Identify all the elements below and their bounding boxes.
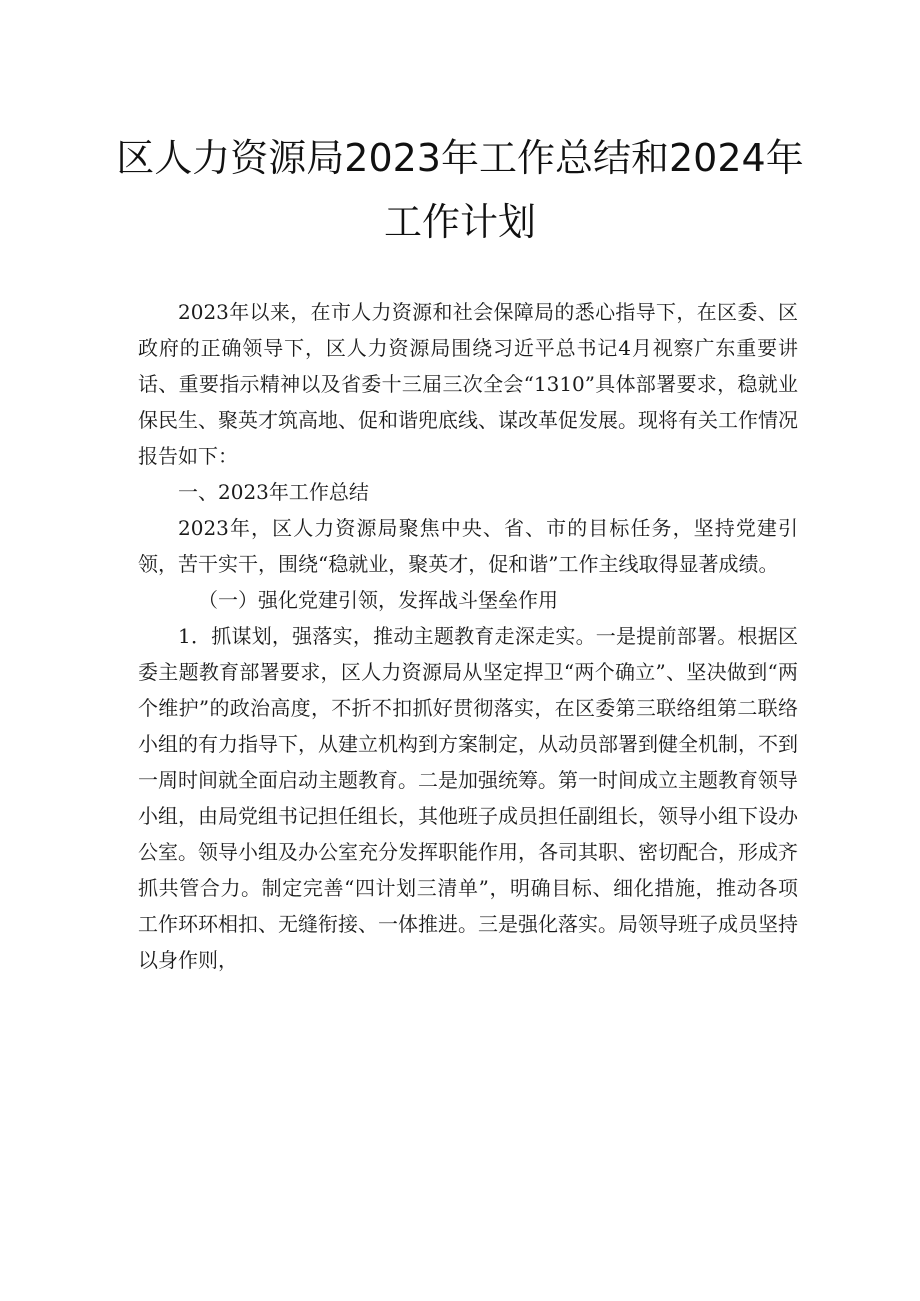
document-title-line-2: 工作计划 [383, 200, 536, 244]
intro-paragraph: 2023年以来，在市人力资源和社会保障局的悉心指导下，在区委、区政府的正确领导下，区人力资源局围绕习近平总书记4月视察广东重要讲话、重要指示精神以及省委十三届三次全会“1310”具体部署要求，稳就业保民生、聚英才筑高地、促和谐兜底线、谋改革促发展。现将有关工作情况报告如下： [138, 300, 798, 468]
document-body [138, 294, 798, 978]
section-paragraph: 2023年，区人力资源局聚焦中央、省、市的目标任务，坚持党建引领，苦干实干，围绕“稳就业，聚英才，促和谐”工作主线取得显著成绩。 [138, 516, 798, 576]
subsection-heading: （一）强化党建引领，发挥战斗堡垒作用 [198, 588, 558, 612]
item-paragraph: 1．抓谋划，强落实，推动主题教育走深走实。一是提前部署。根据区委主题教育部署要求，区人力资源局从坚定捍卫“两个确立”、坚决做到“两个维护”的政治高度，不折不扣抓好贯彻落实，在区委第三联络组第二联络小组的有力指导下，从建立机构到方案制定，从动员部署到健全机制，不到一周时间就全面启动主题教育。二是加强统筹。第一时间成立主题教育领导小组，由局党组书记担任组长，其他班子成员担任副组长，领导小组下设办公室。领导小组及办公室充分发挥职能作用，各司其职、密切配合，形成齐抓共管合力。制定完善“四计划三清单”，明确目标、细化措施，推动各项工作环环相扣、无缝衔接、一体推进。三是强化落实。局领导班子成员坚持以身作则， [138, 624, 798, 972]
document-title-line-1: 区人力资源局2023年工作总结和2024年 [116, 136, 804, 180]
section-heading: 一、2023年工作总结 [178, 480, 369, 504]
